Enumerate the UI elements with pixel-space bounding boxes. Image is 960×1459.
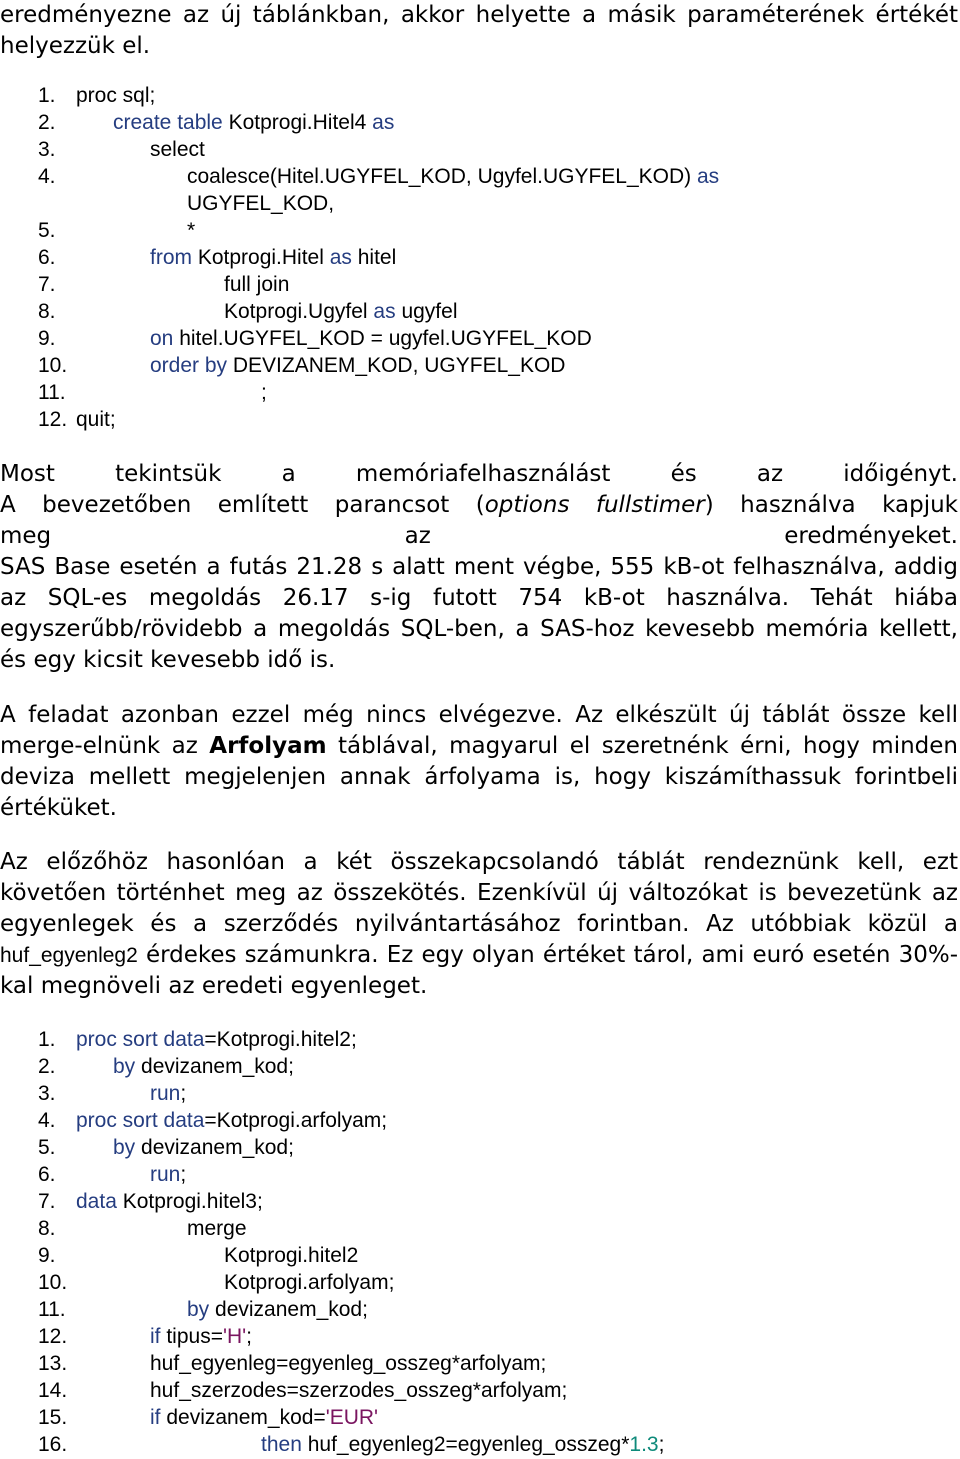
code-line: [38, 1296, 664, 1323]
code-token: ;: [261, 381, 267, 404]
code-text: [76, 271, 289, 298]
code-keyword: by: [187, 1298, 210, 1321]
code-text: [76, 163, 719, 190]
code-line: [38, 1026, 664, 1053]
code-text: [76, 217, 195, 244]
paragraph-memory-text: ) használva kapjuk: [704, 492, 958, 518]
code-token: Kotprogi.Ugyfel: [224, 300, 374, 323]
code-token: quit;: [76, 408, 116, 431]
code-keyword: as: [373, 300, 396, 323]
code-text: [76, 1188, 263, 1215]
code-text: [76, 1053, 294, 1080]
code-line: [38, 1377, 664, 1404]
line-number: 5.: [38, 219, 56, 242]
paragraph-memory: [0, 459, 958, 676]
code-keyword: as: [372, 111, 395, 134]
code-token: ;: [658, 1433, 665, 1456]
paragraph-sort-text: Az előzőhöz hasonlóan a két összekapcsolandó táblát rendeznünk kell, ezt követően történhet meg az összekötés. Ezenkívül új változókat is bevezetünk az egyenlegek és a szerződés nyilvántartásához forintban. Az utóbbiak közül a: [0, 849, 958, 937]
code-token: huf_szerzodes=szerzodes_osszeg*arfolyam;: [150, 1379, 568, 1402]
line-number: 14.: [38, 1379, 68, 1402]
code-keyword: data: [163, 1028, 205, 1051]
code-line: [38, 1242, 664, 1269]
line-number: 8.: [38, 1217, 56, 1240]
code-token: hitel: [351, 246, 397, 269]
code-text: [76, 298, 457, 325]
code-token: ;: [180, 1163, 187, 1186]
code-line: [38, 1107, 664, 1134]
code-line: [38, 1404, 664, 1431]
code-number: 1.3: [629, 1433, 659, 1456]
line-number: 7.: [38, 273, 56, 296]
code-line: [38, 379, 719, 406]
code-line: [38, 298, 719, 325]
code-line: [38, 163, 719, 190]
code-token: =Kotprogi.hitel2;: [204, 1028, 357, 1051]
arfolyam-table-name: Arfolyam: [209, 733, 327, 759]
line-number: 5.: [38, 1136, 56, 1159]
code-token: hitel.UGYFEL_KOD = ugyfel.UGYFEL_KOD: [173, 327, 592, 350]
paragraph-memory-line-3: meg az eredményeket.: [0, 523, 958, 549]
code-token: =Kotprogi.arfolyam;: [204, 1109, 388, 1132]
code-token: select: [150, 138, 205, 161]
code-line: [38, 109, 719, 136]
code-line: [38, 1431, 664, 1458]
line-number: 11.: [38, 381, 66, 404]
line-number: 10.: [38, 1271, 68, 1294]
code-token: devizanem_kod=: [160, 1406, 326, 1429]
code-token: coalesce(Hitel.UGYFEL_KOD, Ugyfel.UGYFEL_KOD): [187, 165, 697, 188]
line-number: 12.: [38, 408, 68, 431]
code-line: [38, 1161, 664, 1188]
code-token: ;: [246, 1325, 252, 1348]
line-number: 4.: [38, 165, 56, 188]
huf-egyenleg2-term: huf_egyenleg2: [0, 944, 138, 967]
code-token: Kotprogi.arfolyam;: [224, 1271, 395, 1294]
code-keyword: data: [163, 1109, 205, 1132]
code-text: [76, 1323, 252, 1350]
code-keyword: by: [113, 1136, 136, 1159]
code-text: [76, 1026, 357, 1053]
code-text: [76, 1215, 247, 1242]
line-number: 11.: [38, 1298, 66, 1321]
code-text: [76, 244, 396, 271]
line-number: 4.: [38, 1109, 56, 1132]
code-text: [76, 1377, 567, 1404]
code-keyword: proc sort: [76, 1028, 158, 1051]
code-token: huf_egyenleg2=egyenleg_osszeg*: [301, 1433, 630, 1456]
code-text: [76, 1350, 546, 1377]
intro-paragraph: eredményezne az új táblánkban, akkor helyette a másik paraméterének értékét helyezzük el.: [0, 2, 958, 59]
paragraph-memory-text: A bevezetőben említett parancsot (: [0, 492, 485, 518]
line-number: 10.: [38, 354, 68, 377]
paragraph-sort-text: érdekes számunkra. Ez egy olyan értéket tárol, ami euró esetén 30%-kal megnöveli az eredeti egyenleget.: [0, 942, 958, 999]
code-text: [76, 109, 394, 136]
code-line: [38, 1269, 664, 1296]
code-token: Kotprogi.Hitel: [192, 246, 330, 269]
code-line: [38, 271, 719, 298]
code-line: [38, 1188, 664, 1215]
line-number: 3.: [38, 138, 56, 161]
code-line: [38, 82, 719, 109]
code-keyword: then: [261, 1433, 302, 1456]
code-line: [38, 1080, 664, 1107]
code-token: DEVIZANEM_KOD, UGYFEL_KOD: [227, 354, 566, 377]
code-line: [38, 1350, 664, 1377]
code-text: [76, 1161, 186, 1188]
code-text: [76, 1404, 378, 1431]
code-text: [76, 352, 565, 379]
code-token: ugyfel: [395, 300, 458, 323]
code-string: 'H': [222, 1325, 247, 1348]
code-block-sql: [38, 82, 719, 433]
code-keyword: on: [150, 327, 174, 350]
code-keyword: order by: [150, 354, 228, 377]
code-line: [38, 1323, 664, 1350]
code-token: *: [187, 219, 196, 242]
code-text: [76, 190, 334, 217]
code-line: [38, 244, 719, 271]
code-keyword: create table: [113, 111, 223, 134]
code-line: [38, 1215, 664, 1242]
line-number: 6.: [38, 246, 56, 269]
paragraph-sort: [0, 847, 958, 1002]
code-keyword: run: [150, 1082, 181, 1105]
code-line: [38, 136, 719, 163]
line-number: 2.: [38, 1055, 56, 1078]
code-text: [76, 1242, 358, 1269]
code-token: Kotprogi.hitel3;: [116, 1190, 263, 1213]
line-number: 9.: [38, 1244, 56, 1267]
code-token: Kotprogi.hitel2: [224, 1244, 359, 1267]
paragraph-memory-rest: SAS Base esetén a futás 21.28 s alatt ment végbe, 555 kB-ot felhasználva, addig az SQL-es megoldás 26.17 s-ig futott 754 kB-ot használva. Tehát hiába egyszerűbb/rövidebb a megoldás SQL-ben, a SAS-hoz kevesebb memória kellett, és egy kicsit kevesebb idő is.: [0, 554, 958, 673]
line-number: 7.: [38, 1190, 56, 1213]
code-token: huf_egyenleg=egyenleg_osszeg*arfolyam;: [150, 1352, 547, 1375]
code-text: [76, 1080, 186, 1107]
line-number: 1.: [38, 84, 56, 107]
line-number: 2.: [38, 111, 56, 134]
paragraph-merge-text: táblával, magyarul el szeretnénk érni, hogy minden deviza mellett megjelenjen annak árfolyama is, hogy kiszámíthassuk forintbeli értéküket.: [0, 733, 958, 821]
code-token: devizanem_kod;: [209, 1298, 368, 1321]
code-text: [76, 1107, 387, 1134]
paragraph-merge-text: A feladat azonban ezzel még nincs elvégezve. Az elkészült új táblát össze kell merge-elnünk az: [0, 702, 958, 759]
code-block-sas: [38, 1026, 664, 1458]
line-number: 8.: [38, 300, 56, 323]
code-token: devizanem_kod;: [135, 1055, 294, 1078]
code-text: [76, 82, 155, 109]
code-keyword: by: [113, 1055, 136, 1078]
code-keyword: as: [697, 165, 720, 188]
code-keyword: proc sort: [76, 1109, 158, 1132]
line-number: 16.: [38, 1433, 68, 1456]
code-token: Kotprogi.Hitel4: [222, 111, 373, 134]
line-number: 1.: [38, 1028, 56, 1051]
line-number: 3.: [38, 1082, 56, 1105]
code-text: [76, 1134, 294, 1161]
line-number: 15.: [38, 1406, 68, 1429]
line-number: 9.: [38, 327, 56, 350]
code-text: [76, 1296, 368, 1323]
line-number: 12.: [38, 1325, 68, 1348]
line-number: 6.: [38, 1163, 56, 1186]
code-text: [76, 325, 592, 352]
code-token: full join: [224, 273, 290, 296]
line-number: 13.: [38, 1352, 68, 1375]
code-token: tipus=: [160, 1325, 223, 1348]
code-text: [76, 406, 116, 433]
code-text: [76, 1431, 664, 1458]
code-keyword: run: [150, 1163, 181, 1186]
code-token: proc sql;: [76, 84, 156, 107]
code-keyword: from: [150, 246, 192, 269]
code-token: merge: [187, 1217, 247, 1240]
code-string: 'EUR': [325, 1406, 379, 1429]
code-keyword: data: [76, 1190, 117, 1213]
paragraph-merge: [0, 700, 958, 824]
code-token: devizanem_kod;: [135, 1136, 294, 1159]
code-line: [38, 1134, 664, 1161]
paragraph-memory-line-1: Most tekintsük a memóriafelhasználást és az időigényt.: [0, 461, 958, 487]
code-keyword: as: [329, 246, 352, 269]
code-text: [76, 379, 267, 406]
code-keyword: if: [150, 1406, 161, 1429]
code-text: [76, 136, 205, 163]
code-line: [38, 352, 719, 379]
code-line: [38, 406, 719, 433]
code-line: [38, 190, 719, 217]
code-line: [38, 217, 719, 244]
options-fullstimer-term: options fullstimer: [484, 492, 705, 518]
code-line: [38, 325, 719, 352]
code-keyword: if: [150, 1325, 161, 1348]
code-token: UGYFEL_KOD,: [187, 192, 335, 215]
paragraph-memory-line-2: [0, 490, 958, 521]
code-text: [76, 1269, 394, 1296]
code-token: ;: [180, 1082, 187, 1105]
code-line: [38, 1053, 664, 1080]
